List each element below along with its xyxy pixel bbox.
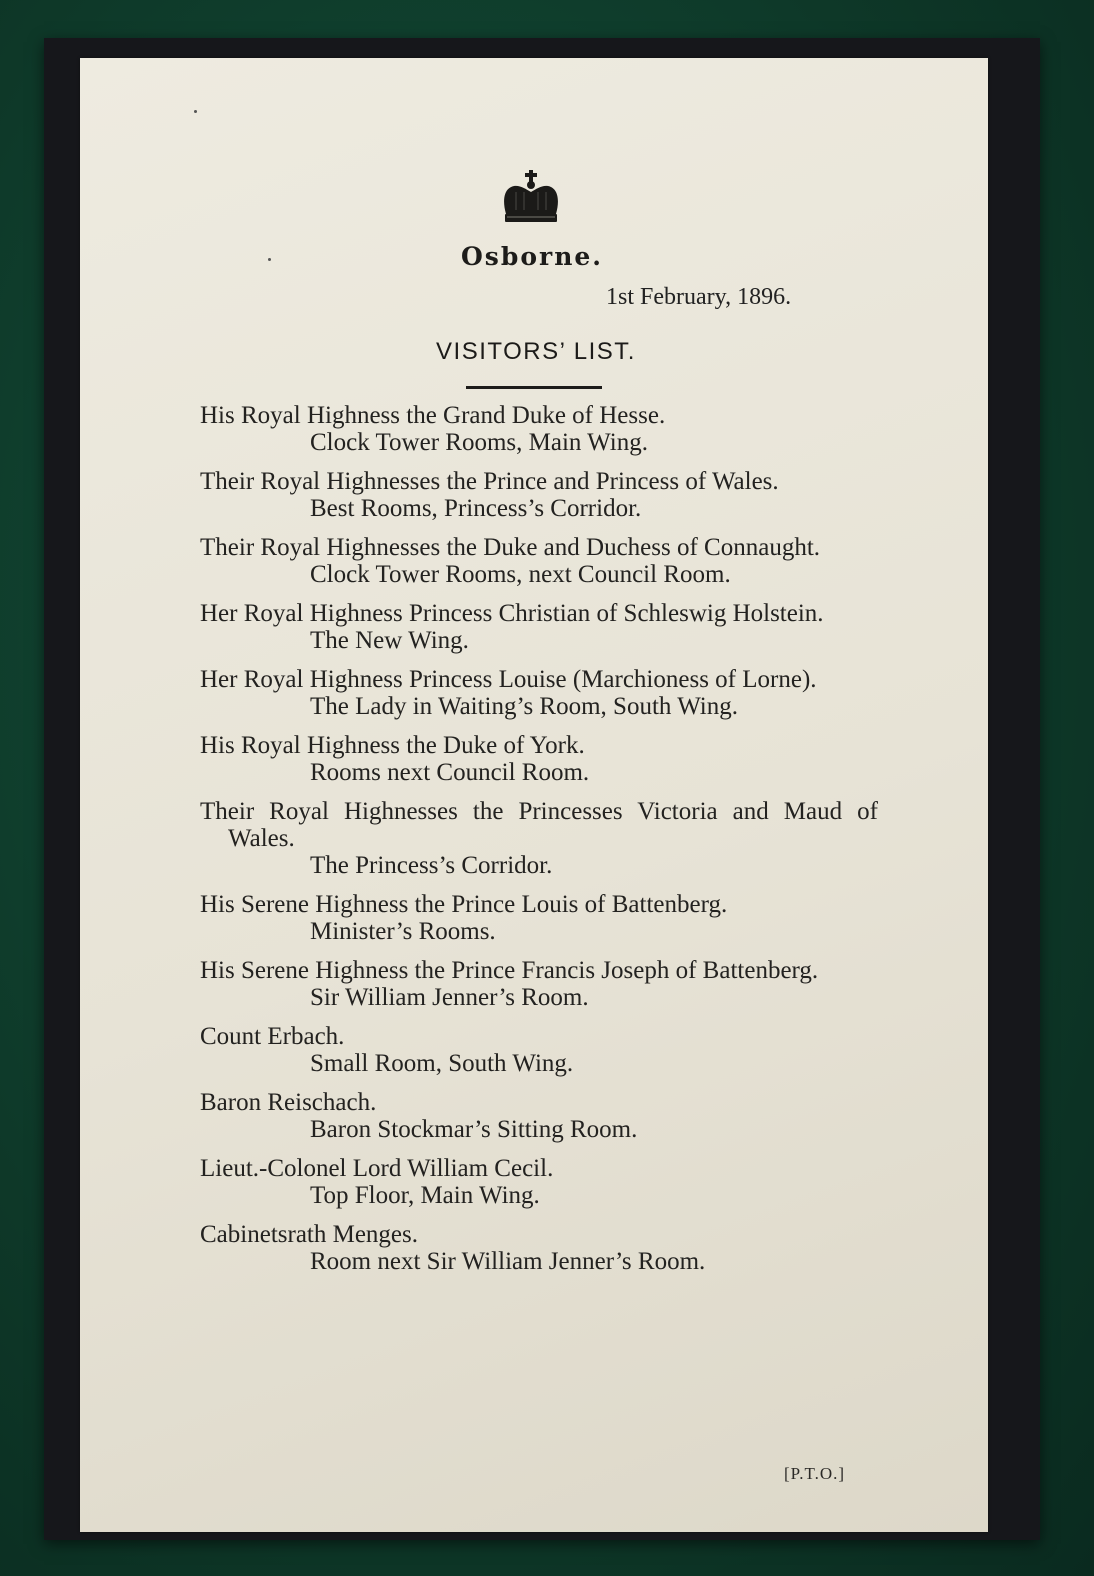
visitor-entry <box>200 732 878 786</box>
guest-name: Her Royal Highness Princess Louise (Marchioness of Lorne). <box>200 666 817 693</box>
visitor-entry <box>200 798 878 879</box>
room-assignment: Best Rooms, Princess’s Corridor. <box>310 495 642 522</box>
pto-note: [P.T.O.] <box>784 1464 846 1483</box>
room-assignment: Minister’s Rooms. <box>310 918 496 945</box>
place-heading: Osborne. <box>461 242 603 271</box>
room-assignment: Room next Sir William Jenner’s Room. <box>310 1248 706 1275</box>
guest-name: Count Erbach. <box>200 1023 345 1050</box>
visitor-entry <box>200 666 878 720</box>
visitor-entry <box>200 891 878 945</box>
guest-name: Their Royal Highnesses the Princesses Victoria and Maud of Wales. <box>200 798 878 852</box>
guest-name: His Royal Highness the Duke of York. <box>200 732 585 759</box>
paper-speck <box>194 110 197 113</box>
visitor-entry <box>200 957 878 1011</box>
guest-name: His Royal Highness the Grand Duke of Hesse. <box>200 402 666 429</box>
date-line: 1st February, 1896. <box>606 284 792 310</box>
guest-name: His Serene Highness the Prince Louis of Battenberg. <box>200 891 728 918</box>
room-assignment: Baron Stockmar’s Sitting Room. <box>310 1116 638 1143</box>
visitor-entry <box>200 402 878 456</box>
guest-name: Lieut.-Colonel Lord William Cecil. <box>200 1155 554 1182</box>
room-assignment: Clock Tower Rooms, next Council Room. <box>310 561 731 588</box>
room-assignment: Rooms next Council Room. <box>310 759 590 786</box>
room-assignment: The Lady in Waiting’s Room, South Wing. <box>310 693 738 720</box>
guest-name: Cabinetsrath Menges. <box>200 1221 419 1248</box>
visitor-entry <box>200 1221 878 1275</box>
visitor-entry <box>200 1023 878 1077</box>
room-assignment: The New Wing. <box>310 627 469 654</box>
room-assignment: Top Floor, Main Wing. <box>310 1182 540 1209</box>
room-assignment: The Princess’s Corridor. <box>310 852 553 879</box>
title-rule <box>466 386 602 389</box>
room-assignment: Clock Tower Rooms, Main Wing. <box>310 429 648 456</box>
visitor-entry <box>200 468 878 522</box>
guest-name: Their Royal Highnesses the Prince and Princess of Wales. <box>200 468 779 495</box>
page-title: VISITORS’ LIST. <box>436 338 636 365</box>
room-assignment: Small Room, South Wing. <box>310 1050 574 1077</box>
visitor-entry <box>200 1089 878 1143</box>
guest-name: Her Royal Highness Princess Christian of Schleswig Holstein. <box>200 600 824 627</box>
visitor-entry <box>200 534 878 588</box>
visitor-entry <box>200 600 878 654</box>
guest-name: Their Royal Highnesses the Duke and Duchess of Connaught. <box>200 534 821 561</box>
guest-name: Baron Reischach. <box>200 1089 377 1116</box>
crown-icon <box>500 170 562 228</box>
visitor-entries <box>200 402 878 1287</box>
visitor-entry <box>200 1155 878 1209</box>
room-assignment: Sir William Jenner’s Room. <box>310 984 589 1011</box>
guest-name: His Serene Highness the Prince Francis Joseph of Battenberg. <box>200 957 819 984</box>
